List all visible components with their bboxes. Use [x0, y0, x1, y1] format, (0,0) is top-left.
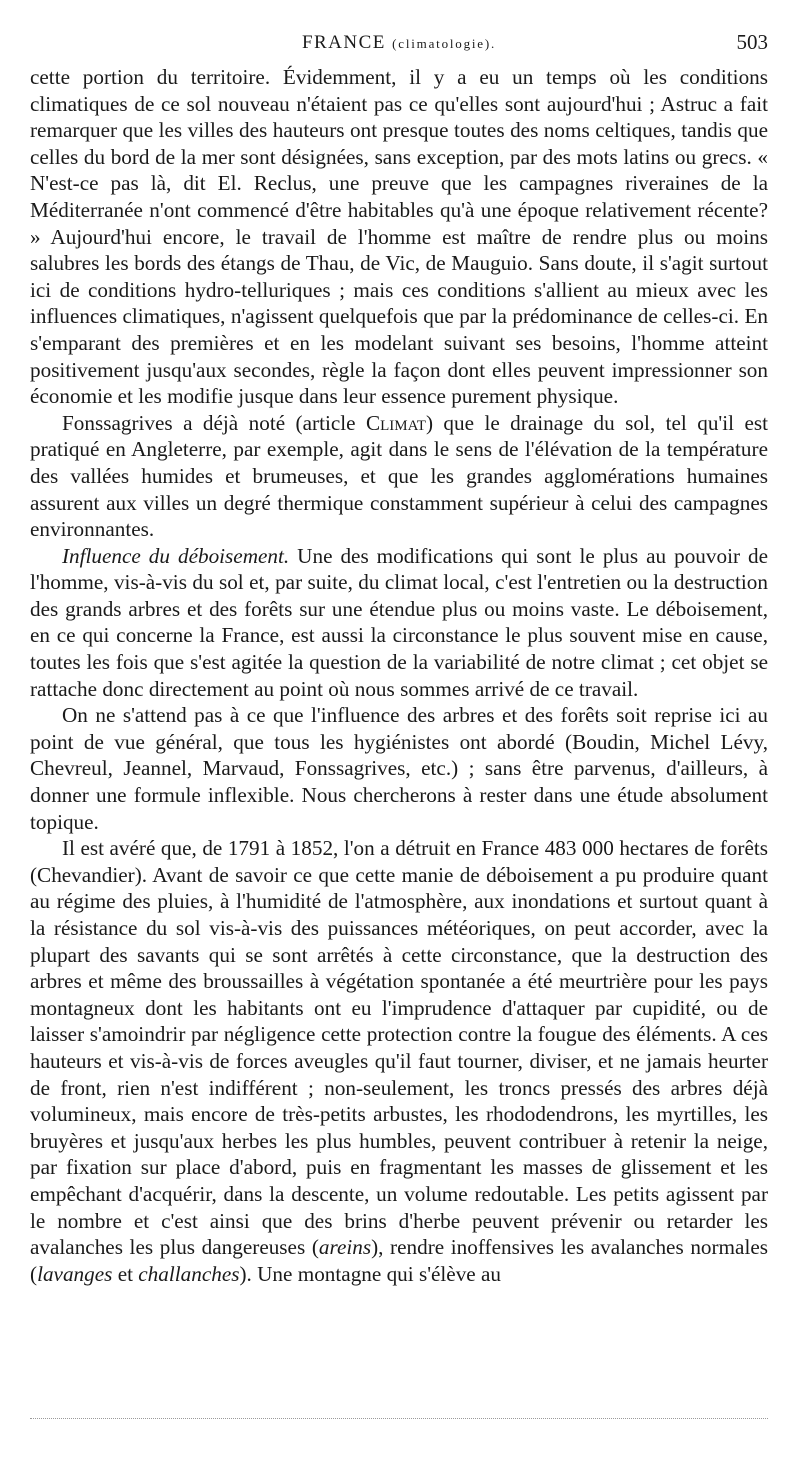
paragraph-2: [30, 410, 768, 543]
term-areins: areins: [318, 1235, 372, 1260]
page-number: 503: [736, 30, 768, 54]
paragraph-5-part1: Il est avéré que, de 1791 à 1852, l'on a détruit en France 483 000 hectares de forêts (Chevandier). Avant de savoir ce que cette manie de déboisement a pu produire quant au régime des pluies, à l'humidité de l'atmosphère, aux inondations et surtout quant à la résistance du sol vis-à-vis des puissances météoriques, on peut accorder, avec la plupart des savants qui se sont arrêtés à cette circonstance, que la destruction des arbres et même des broussailles à végétation spontanée a été meurtrière pour les pays montagneux dont les habitants ont eu l'imprudence d'attaquer par cupidité, ou de laisser s'amoindrir par négligence cette protection contre la fougue des éléments. A ces hauteurs et vis-à-vis de forces aveugles qu'il faut tourner, diviser, et ne jamais heurter de front, rien n'est indifférent ; non-seulement, les troncs pressés des arbres déjà volumineux, mais encore de très-petits arbustes, les rhododendrons, les myrtilles, les bruyères et jusqu'aux herbes les plus humbles, peuvent contribuer à retenir la neige, par fixation sur place d'abord, puis en fragmentant les masses de glissement et les empêchant d'acquérir, dans la descente, un volume redoutable. Les petits agissent par le nombre et c'est ainsi que des brins d'herbe peuvent prévenir ou retarder les avalanches les plus dangereuses (: [30, 836, 768, 1260]
paragraph-3-text: Une des modifications qui sont le plus au pouvoir de l'homme, vis-à-vis du sol et, par suite, du climat local, c'est l'entretien ou la destruction des grands arbres et des forêts sur une étendue plus ou moins vaste. Le déboisement, en ce qui concerne la France, est aussi la circonstance le plus souvent mise en cause, toutes les fois que s'est agitée la question de la variabilité de notre climat ; cet objet se rattache donc directement au point où nous sommes arrivé de ce travail.: [30, 543, 768, 701]
paragraph-3: [30, 543, 768, 703]
paragraph-2-part1: Fonssagrives a déjà noté (article: [62, 410, 366, 435]
paragraph-2-part2: ) que le drainage du sol, tel qu'il est pratiqué en Angleterre, par exemple, agit dans le sens de l'élévation de la température des vallées humides et brumeuses, et que les grandes agglomérations humaines assurent aux villes un degré thermique constamment supérieur à celui des campagnes environnantes.: [30, 410, 768, 542]
paragraph-4: On ne s'attend pas à ce que l'influence des arbres et des forêts soit reprise ici au point de vue général, que tous les hygiénistes ont abordé (Boudin, Michel Lévy, Chevreul, Jeannel, Marvaud, Fonssagrives, etc.) ; sans être parvenus, d'ailleurs, à donner une formule inflexible. Nous chercherons à rester dans une étude absolument topique.: [30, 703, 768, 834]
page-header: [30, 24, 768, 64]
footer-dotted-rule: [30, 1418, 768, 1421]
paragraph-5-part3: et: [112, 1261, 139, 1286]
term-lavanges: lavanges: [37, 1261, 113, 1286]
body-text: [30, 64, 768, 1287]
paragraph-5-part4: ). Une montagne qui s'élève au: [239, 1261, 501, 1286]
document-page: [30, 24, 768, 1287]
article-reference: Climat: [365, 410, 426, 435]
paragraph-1: cette portion du territoire. Évidemment, il y a eu un temps où les conditions climatiques de ce sol nouveau n'étaient pas ce qu'elles sont aujourd'hui ; Astruc a fait remarquer que les villes des hauteurs ont presque toutes des noms celtiques, tandis que celles du bord de la mer sont désignées, sans exception, par des mots latins ou grecs. « N'est-ce pas là, dit El. Reclus, une preuve que les campagnes riveraines de la Méditerranée n'ont commencé d'être habitables qu'à une époque relativement récente? » Aujourd'hui encore, le travail de l'homme est maître de rendre plus ou moins salubres les bords des étangs de Thau, de Vic, de Mauguio. Sans doute, il s'agit surtout ici de conditions hydro-telluriques ; mais ces conditions s'allient au mieux avec les influences climatiques, n'agissent quelquefois que par la prédominance de celles-ci. En s'emparant des premières et en les modelant suivant ses besoins, l'homme atteint positivement jusqu'aux secondes, règle la façon dont elles peuvent impressionner son économie et les modifie jusque dans leur essence purement physique.: [30, 65, 768, 409]
paragraph-5-part2: ), rendre inoffensives les avalanches normales (: [30, 1235, 768, 1286]
term-challanches: challanches: [138, 1261, 240, 1286]
running-head-title: FRANCE: [301, 32, 386, 53]
running-head-subtitle: (climatologie).: [392, 36, 497, 51]
section-heading: Influence du déboisement.: [62, 543, 290, 568]
paragraph-5: [30, 835, 768, 1287]
running-head: [30, 32, 768, 54]
